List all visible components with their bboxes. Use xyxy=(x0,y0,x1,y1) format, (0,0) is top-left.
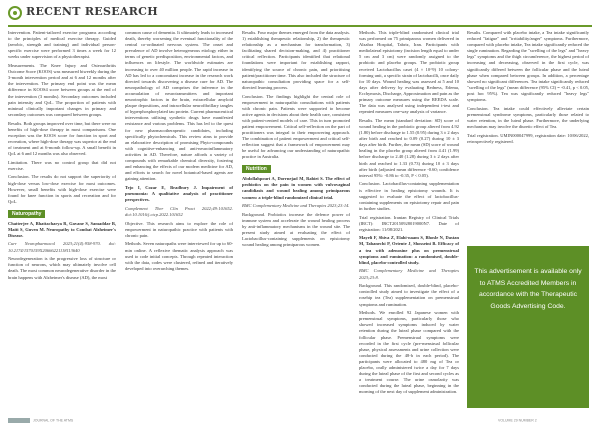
advertisement-notice xyxy=(467,246,589,408)
reference-citation: Complement Ther Clin Pract 2022;49:101652. doi:10.1016/j.ctcp.2022.101652 xyxy=(125,205,233,217)
footer-right xyxy=(498,411,592,423)
paragraph: Neurodegeneration is the progressive loss of structure or function of neurons, which may ultimately involve cell death. The most common neurodegenerative disorder in the brain happens with Alzheimer's disease (AD), the most xyxy=(8,256,116,280)
section-heading: Naturopathy xyxy=(8,210,45,218)
paragraph: Methods. Seven naturopaths were interviewed for up to 60-min online. A reflexive thematic analysis approach was used to code initial concepts. Through repeated interaction with the data, codes were clustered, refined and iteratively developed into overarching themes. xyxy=(125,241,233,271)
advertisement-text: This advertisement is available only to ATMS Accredited Members in accordance with the Therapeutic Goods Advertising Code. xyxy=(474,268,582,310)
paragraph: Limitation. There was no control group that did not exercise. xyxy=(8,159,116,171)
paragraph: Methods. This triple-blind randomised clinical trial was performed on 75 primiparous women delivered in Alzahra Hospital, Tabriz, Iran. Participants with mediolateral episiotomy (incision length equal to under 5 cm and 3 cm) were randomly assigned to the probiotic and placebo groups. The probiotic group received Lactobacillus casei (4 × 10^9) 10 colony-forming unit, a specific strain of lactobacilli, once daily for 10 days. Wound healing was assessed at 5 and 10 days after delivery by evaluating Redness, Edema, Ecchymosis, Discharge, Approximation and pain as the primary outcome measures using the REEDA scale. The data was analysed using independent t-test and repeated measures one-way analysis of variance. xyxy=(359,30,459,115)
paragraph: Background. Probiotics increase the defence power of immune system and accelerate the wound healing process by anti-inflammatory mechanisms in the wound site. The present study aimed at evaluating the effect of Lactobacillus-containing supplements on episiotomy wound healing among primiparous women. xyxy=(242,211,350,248)
paragraph: Conclusion. Tea intake could effectively alleviate certain premenstrual syndrome symptoms, particularly those related to water retention, in the luteal phase. Furthermore, the underlying mechanism may involve the diuretic effect of Tea. xyxy=(467,105,589,129)
footer-left-text: JOURNAL OF THE ATMS xyxy=(33,418,74,423)
paragraph: Measurements. The Knee Injury and Osteoarthritis Outcome Score (KOOS) was measured biweekly during the 3-month intervention period and at 6 and 12 months after the intervention. The primary end point was the mean difference in KOOS4 score between groups at the end of the intervention (3 months). Secondary outcomes included pain intensity and QoL. The proportion of patients with minimal clinically important changes in primary and secondary outcomes was compared between groups. xyxy=(8,63,116,117)
paragraph: Conclusion. Lactobacillus-containing supplementation is effective in healing episiotomy wounds. It is suggested to evaluate the effect of lactobacillus-containing supplements on episiotomy repair and pain in further studies. xyxy=(359,181,459,211)
paragraph: Intervention. Patient-tailored exercise programs according to the principles of medical exercise therapy. Guided (aerobic, strength and training) and individual person-specific exercise were performed 3 times a week for 12 weeks under supervision of a physiotherapist. xyxy=(8,30,116,60)
footer-right-text: VOLUME 29 NUMBER 2 xyxy=(498,418,537,423)
page-header xyxy=(8,4,592,24)
paragraph: Methods. We enrolled 92 Japanese women with premenstrual symptoms, particularly those who showed increased symptoms induced by water retention during the luteal phase compared with the follicular phase. Premenstrual symptoms were recorded in the first cycle (pre-menstrual follicular phase, physical assessments and urine collection were conducted during the 48-h in each period). The participants were allocated to 480 mg of Tea or placebo, orally administered twice a day for 7 days during the luteal phase of the first and second cycles as a treatment course. The urine osmolarity was conducted during the luteal phase, beginning in the morning of the next day of supplement administration. xyxy=(359,310,459,395)
footer-bar xyxy=(8,418,30,423)
paragraph: Conclusion. The findings highlight the central role of empowerment in naturopathic consultations with patients with chronic pain. Patients were supported to become active agents in decisions about their health care, consistent with patient-centred models of care. This in turn promoted patient empowerment. Critical self-reflection on the part of practitioners was integral to their empowering approach. The combination of patient empowerment and critical self-reflection suggest that a framework of empowerment may be useful for advancing our understanding of naturopathic practice in Australia. xyxy=(242,93,350,160)
column-4 xyxy=(359,30,459,398)
header-rule xyxy=(8,25,592,27)
paragraph: Trial registration. UMIN000047999, registration date: 10/06/2022, retrospectively registered. xyxy=(467,132,589,144)
paragraph: Results. The mean (standard deviation: SD) score of wound healing in the probiotic group altered from 4.92 (1.80) before discharge to 1.55 (0.95) during 3 ± 2 days after birth and reached to 0.09 (0.27) during 10 ± 3 days after birth. Further, the mean (SD) score of wound healing in the placebo group altered from 4.41 (1.99) before discharge to 2.40 (1.28) during 3 ± 2 days after birth and reached to 1.33 (0.73) during 10 ± 3 days after birth (adjusted mean difference -0.60; confidence interval 95%: -0.86 to -0.35, P < 0.05). xyxy=(359,117,459,178)
paragraph: Results. Four major themes emerged from the data analysis. 1) establishing therapeutic relationship, 2) the therapeutic relationship as a mechanism for transformation, 3) facilitating shared decision-making, and 4) practitioner critical reflection. Participants identified that relational foundations were important for establishing rapport, identifying the source of chronic pain, and prioritising patient/practitioner time. This also included the structure of naturopathic consultation providing space for a self-directed learning process. xyxy=(242,30,350,90)
section-heading: Nutrition xyxy=(242,165,271,173)
reference-authors: Mayeli F, Shiva Z, Elahi-naam S, Bhosle N, Dastan M, Tabanechi P, Oriente J, Shosseini B. Efficacy of a tea with adenosine plus on premenstrual symptoms and rumination: a randomised, double-blind, placebo-controlled study. xyxy=(359,235,459,265)
reference-authors: Tejo I, Cozar E, Bradbury J. Impairment of pneumonia: A qualitative analysis of practitioner perspectives. xyxy=(125,184,233,203)
paragraph: common cause of dementia. It ultimately leads to increased death, thereby worsening the eventual functionality of the central co-ordinated nervous system. The onset and prevalence of AD involve heterogeneous etiology either in terms of genetic predisposition, environmental factors, and influences on lifestyle. The worldwide estimates are increasing to over 40 million people. The rapid increase in AD has led to a concomitant increase in the research work directed towards discovering a disease cure for AD. The neuropathology of AD comprises the inference in the accumulation of neurotransmitters and important neurotrophic factors in the brain, extracellular amyloid plaque depositions, and intracellular neurofibrillary tangles of hyperphosphorylated tau protein. Current pharmaceutical interventions utilising synthetic drugs have manifested resistance and various problems. This has led to the quest for new pharmacotherapeutic candidates, including specifically phytochemicals. This review aims to provide an elaborative description of promising Phyto-compounds with cognitive-enhancing and anti-neuroinflammatory activities in AD. Therefore, nature affords a variety of compounds with remarkable chemical diversity, fostering and enhancing the effects of our modern medicine for AD, and efforts to search for novel botanical-based agents are gaining attention. xyxy=(125,30,233,182)
reference-citation: BMC Complementary Medicine and Therapies 2023;23:8. xyxy=(359,268,459,280)
page-title: RECENT RESEARCH xyxy=(26,5,158,18)
paragraph: Trial registration. Iranian Registry of Clinical Trials (IRCT): IRCT20150928019000N7. Date of registration: 11/08/2021. xyxy=(359,214,459,232)
footer-left xyxy=(8,411,88,423)
column-5 xyxy=(467,30,589,147)
reference-authors: Abdollahpouri A, Dorrnejad M, Rabiei S. The effect of probiotics on the pain in women with vulvovaginal candidiasis and wound healing among primiparous women: a triple-blind randomized clinical trial. xyxy=(242,176,350,200)
paragraph: Results. Both groups improved over time, but there were no benefits of high-dose therapy in most comparisons. One exception was the KOOS score for function in sport and recreation, where high-dose therapy was superior at the end of treatment and at 6-month follow-up. A small benefit in QoL at 6 and 12 months was also observed. xyxy=(8,120,116,156)
paragraph: Conclusion. The results do not support the superiority of high-dose versus low-dose exercise for most outcomes. However, small benefits with high-dose exercise were found for knee function in sports and recreation and for QoL. xyxy=(8,174,116,204)
reference-citation: BMC Complementary Medicine and Therapies 2023;23:14. xyxy=(242,203,350,209)
reference-citation: Curr Neuropharmacol 2023;21(4):958-970. doi: 10.2174/1570159X20666221118113640 xyxy=(8,241,116,253)
paragraph: Background. This randomised, double-blind, placebo-controlled study aimed to investigate the effect of a rosehip tea (Tea) supplementation on premenstrual symptoms and rumination. xyxy=(359,283,459,307)
column-2 xyxy=(125,30,233,275)
reference-authors: Chatterjee A, Bhattacharya R, Gavane S, Samaddar B, Maiti S, Guven M. Neuropathy to Combat Alzheimer's Disease. xyxy=(8,220,116,238)
column-1 xyxy=(8,30,116,283)
paragraph: Objective. This research aims to explore the role of empowerment in naturopathic practice with patients with chronic pain. xyxy=(125,220,233,238)
column-3 xyxy=(242,30,350,251)
paragraph: Results. Compared with placebo intake, a Tea intake significantly reduced "fatigue" and "irritability/anger" symptoms. Furthermore, compared with placebo intake, Tea intake significantly reduced the single rumination. Regarding the "swelling of the legs" and "heavy legs" symptoms and the thigh circumference, the highest period of increasing and decreasing, observed in the first cycle, was significantly differed between the follicular phase and the luteal phase when compared between groups. In addition, a percentage showed no significant differences. Tea intake significantly reduced "swelling of the legs" (mean difference (95% CI) = -0.41, p < 0.05, post hoc 95%). Tea was significantly reduced "heavy legs" symptoms. xyxy=(467,30,589,103)
leaf-logo-icon xyxy=(8,6,22,20)
